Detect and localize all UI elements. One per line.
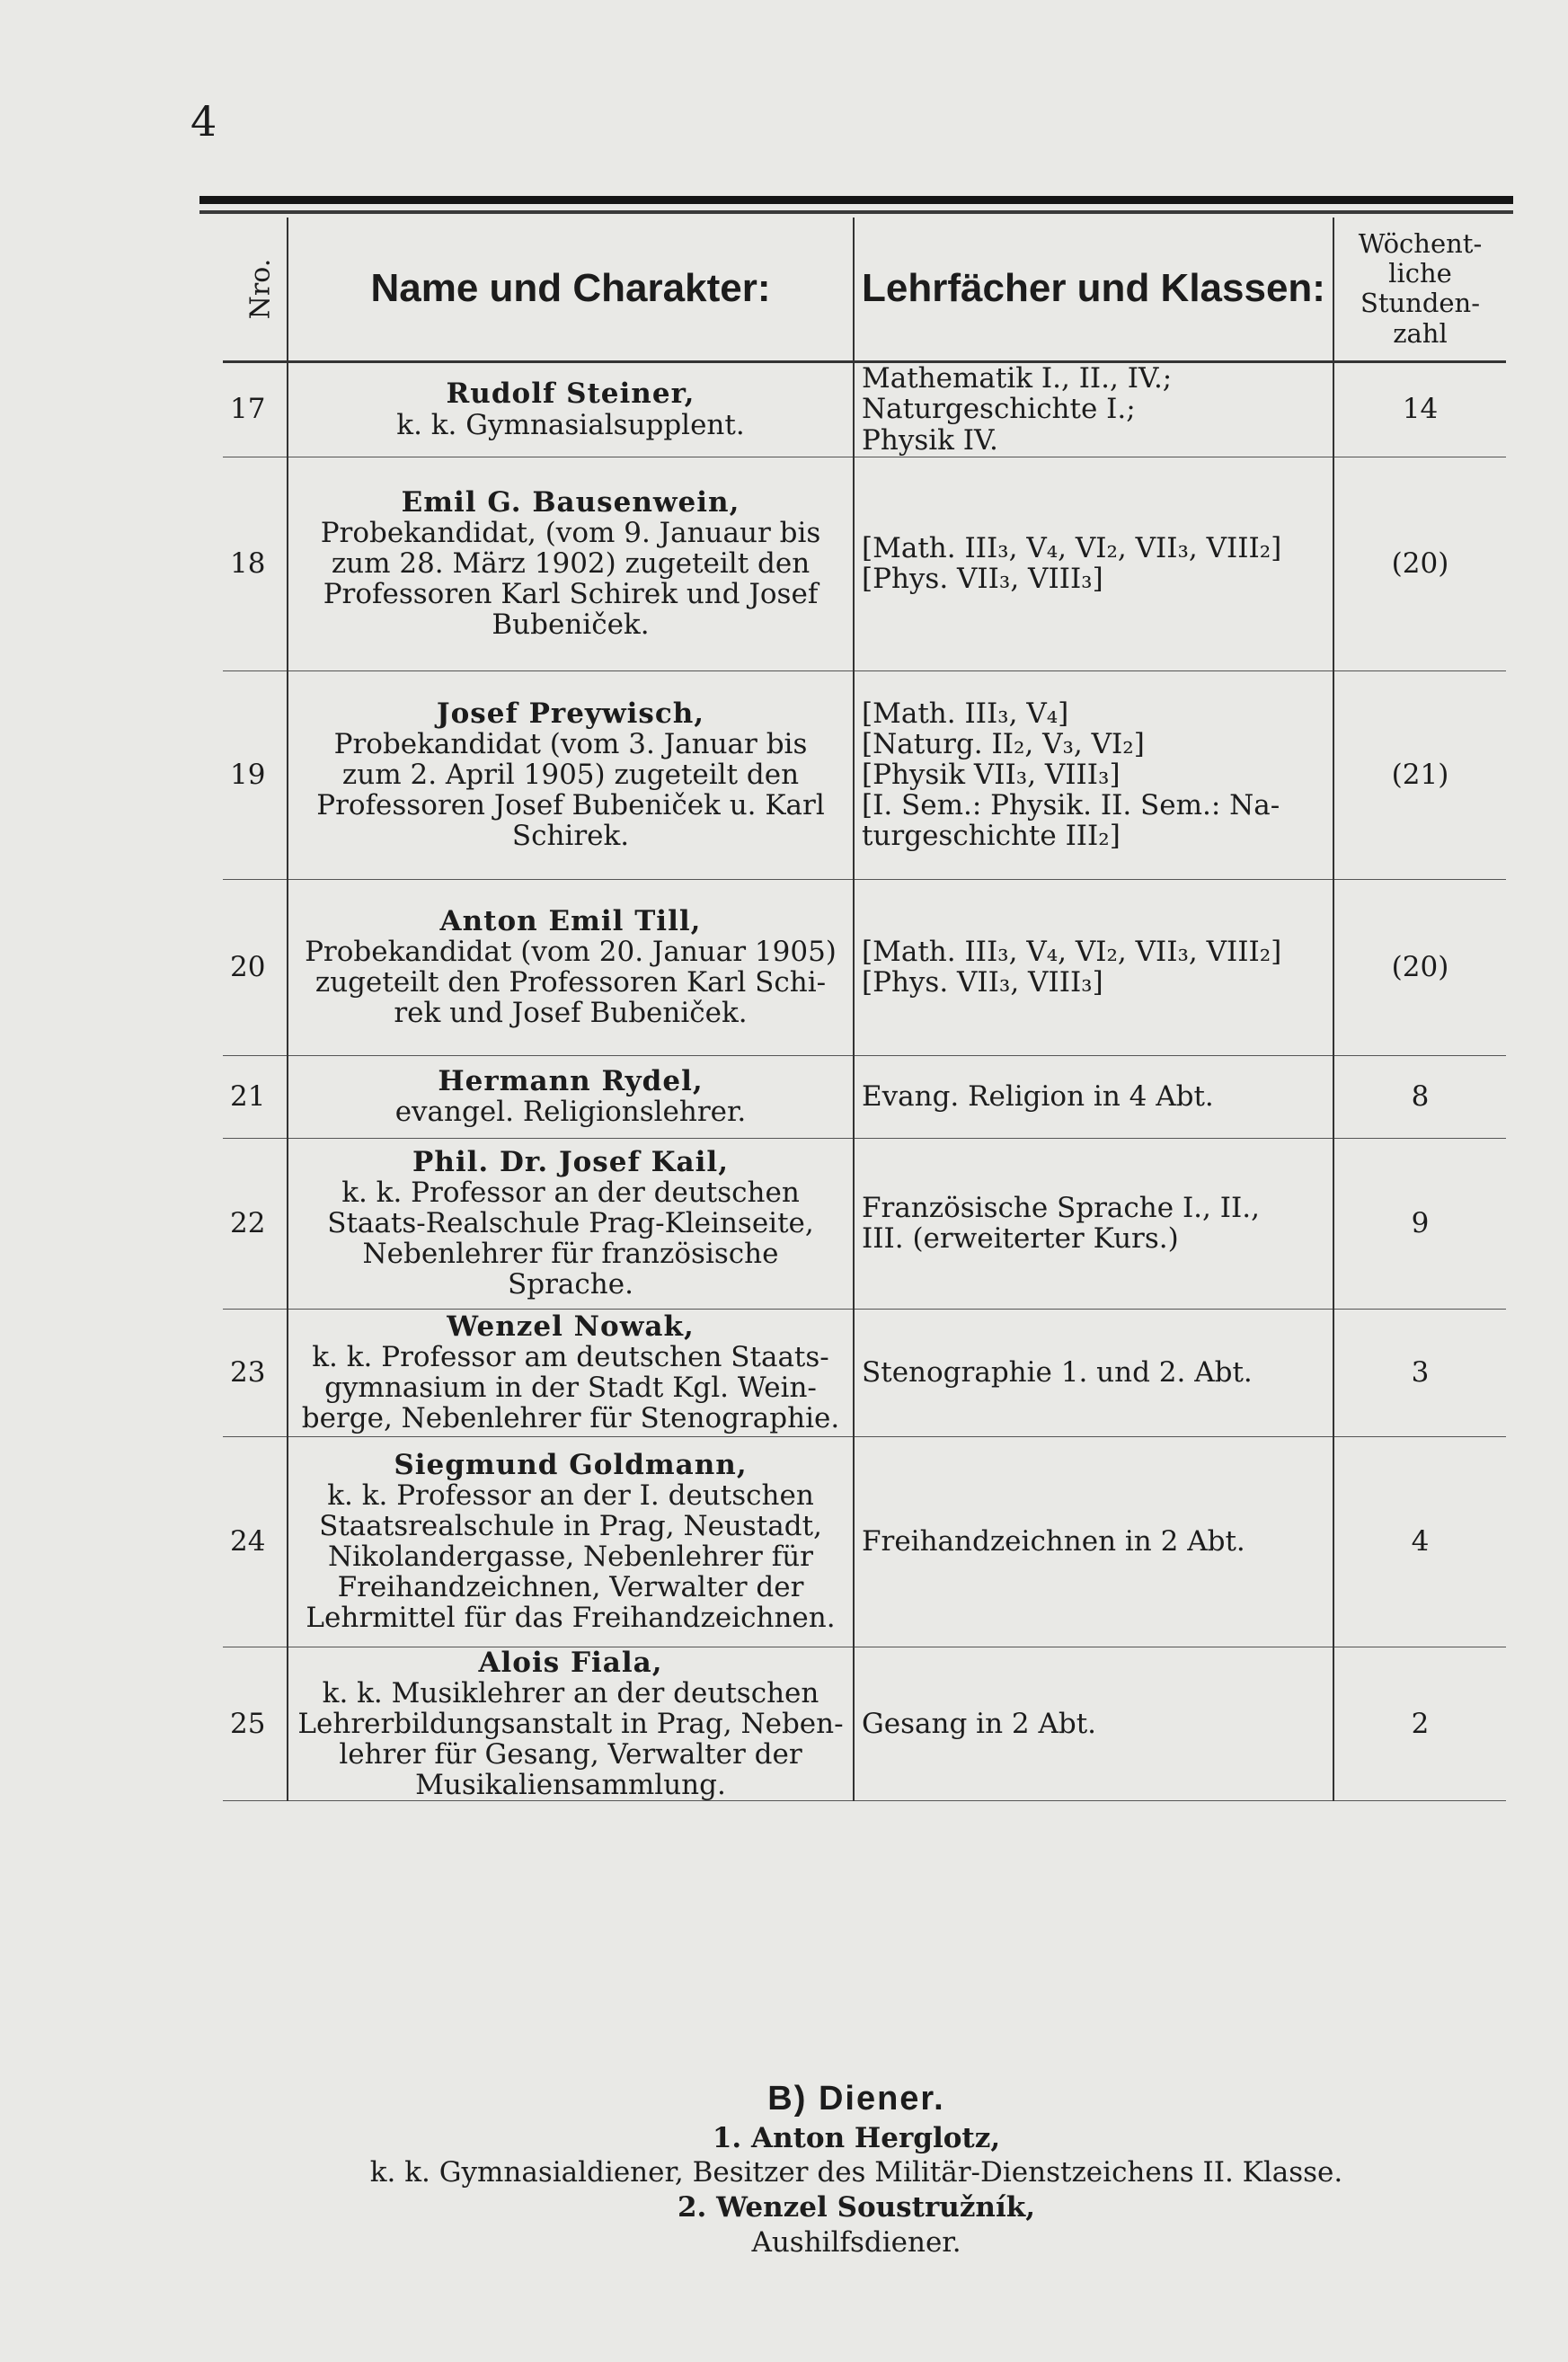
person-description-line: berge, Nebenlehrer für Stenographie. [301,1402,840,1435]
subject-line: [Physik VII₃, VIII₃] [862,758,1121,791]
subject-line: Stenographie 1. und 2. Abt. [862,1355,1253,1389]
weekly-hours: (20) [1391,950,1449,983]
subject-line: [Naturg. II₂, V₃, VI₂] [862,727,1145,760]
person-description-line: Staats-Realschule Prag-Kleinseite, [327,1206,814,1239]
subject-line: [Math. III₃, V₄, VI₂, VII₃, VIII₂] [862,531,1282,564]
header-name: Name und Charakter: [288,218,854,361]
subject-line: Mathematik I., II., IV.; [862,362,1173,395]
person-description-line: Bubeniček. [492,608,650,642]
row-number: 25 [223,1647,288,1800]
name-cell [288,361,854,457]
subjects-cell [854,1647,1333,1800]
person-name: Wenzel Nowak, [447,1310,695,1343]
row-number: 20 [223,879,288,1055]
person-description-line: Professoren Josef Bubeniček u. Karl [316,789,825,822]
diener-title: B) Diener. [767,2080,945,2118]
person-description-line: Lehrmittel für das Freihandzeichnen. [306,1602,836,1635]
subjects-cell [854,1436,1333,1647]
name-cell [288,1436,854,1647]
person-description-line: evangel. Religionslehrer. [394,1096,747,1128]
page-number: 4 [190,97,217,146]
row-number: 21 [223,1055,288,1138]
header-rule-thin [199,210,1513,214]
weekly-hours: (21) [1391,758,1449,791]
subject-line: Freihandzeichnen in 2 Abt. [862,1524,1245,1558]
header-hours: Wöchent- liche Stunden- zahl [1333,218,1506,361]
weekly-hours: 2 [1411,1707,1430,1740]
person-description-line: gymnasium in der Stadt Kgl. Wein- [324,1372,817,1404]
staff-table [223,218,1506,1801]
table-row [223,361,1506,457]
person-description-line: k. k. Gymnasialsupplent. [396,408,745,441]
person-description-line: zugeteilt den Professoren Karl Schi- [314,966,827,999]
table-row [223,1647,1506,1800]
weekly-hours: (20) [1391,546,1449,580]
person-description-line: k. k. Professor am deutschen Staats- [312,1340,829,1373]
weekly-hours: 14 [1402,393,1439,426]
name-cell [288,1138,854,1309]
person-description-line: k. k. Musiklehrer an der deutschen [322,1676,819,1709]
person-description-line: k. k. Professor an der I. deutschen [327,1478,814,1512]
table-row [223,670,1506,879]
person-name: Josef Preywisch, [436,697,705,730]
subjects-cell [854,1055,1333,1138]
subjects-cell [854,670,1333,879]
diener-name: 1. Anton Herglotz, [712,2121,1001,2154]
person-description-line: Professoren Karl Schirek und Josef [323,578,819,611]
person-description-line: zum 28. März 1902) zugeteilt den [331,546,811,580]
person-name: Phil. Dr. Josef Kail, [412,1145,729,1178]
diener-section [199,2078,1513,2260]
subjects-cell [854,879,1333,1055]
table-row [223,457,1506,670]
person-description-line: Schirek. [511,820,630,853]
subject-line: Naturgeschichte I.; [862,393,1136,426]
subject-line: Physik IV. [862,423,998,457]
name-cell [288,1647,854,1800]
name-cell [288,670,854,879]
subject-line: [Phys. VII₃, VIII₃] [862,966,1103,999]
subject-line: Französische Sprache I., II., [862,1191,1260,1224]
person-name: Emil G. Bausenwein, [401,485,740,519]
subject-line: [Phys. VII₃, VIII₃] [862,563,1103,595]
person-description-line: k. k. Professor an der deutschen [341,1176,800,1209]
row-number: 22 [223,1138,288,1309]
person-name: Rudolf Steiner, [446,377,695,411]
header-nr: Nro. [223,218,288,361]
subject-line: Evang. Religion in 4 Abt. [862,1079,1214,1113]
person-description-line: Freihandzeichnen, Verwalter der [337,1571,804,1604]
header-subjects: Lehrfächer und Klassen: [854,218,1333,361]
person-name: Hermann Rydel, [438,1064,704,1097]
person-description-line: Lehrerbildungsanstalt in Prag, Neben- [297,1707,844,1740]
person-description-line: Staatsrealschule in Prag, Neustadt, [319,1509,822,1542]
weekly-hours: 8 [1411,1079,1430,1113]
row-number: 23 [223,1309,288,1436]
name-cell [288,1055,854,1138]
person-description-line: zum 2. April 1905) zugeteilt den [341,758,800,791]
table-row [223,1055,1506,1138]
person-name: Siegmund Goldmann, [394,1448,748,1481]
name-cell [288,879,854,1055]
subjects-cell [854,457,1333,670]
subjects-cell [854,1309,1333,1436]
weekly-hours: 9 [1411,1206,1430,1239]
person-description-line: Musikaliensammlung. [415,1768,726,1801]
name-cell [288,457,854,670]
subjects-cell [854,1138,1333,1309]
person-description-line: Nebenlehrer für französische Sprache. [362,1238,779,1301]
table-row [223,1309,1506,1436]
table-row [223,879,1506,1055]
table-row [223,1436,1506,1647]
diener-description: Aushilfsdiener. [751,2225,961,2259]
subject-line: [Math. III₃, V₄] [862,697,1069,730]
subject-line: [Math. III₃, V₄, VI₂, VII₃, VIII₂] [862,935,1282,968]
name-cell [288,1309,854,1436]
row-number: 17 [223,361,288,457]
person-description-line: lehrer für Gesang, Verwalter der [339,1737,802,1771]
row-number: 24 [223,1436,288,1647]
diener-name: 2. Wenzel Soustružník, [677,2191,1036,2224]
person-description-line: rek und Josef Bubeniček. [394,997,748,1030]
diener-description: k. k. Gymnasialdiener, Besitzer des Militär-Dienstzeichens II. Klasse. [369,2156,1343,2189]
subject-line: [I. Sem.: Physik. II. Sem.: Na- [862,789,1280,822]
row-number: 18 [223,457,288,670]
subject-line: III. (erweiterter Kurs.) [862,1222,1179,1255]
person-name: Anton Emil Till, [439,904,702,937]
header-rule-thick [199,196,1513,204]
person-description-line: Probekandidat (vom 20. Januar 1905) [305,935,837,968]
weekly-hours: 3 [1411,1355,1430,1389]
person-description-line: Probekandidat, (vom 9. Januaur bis [320,516,821,549]
person-name: Alois Fiala, [478,1646,663,1679]
weekly-hours: 4 [1411,1524,1430,1558]
row-number: 19 [223,670,288,879]
subject-line: turgeschichte III₂] [862,820,1121,853]
person-description-line: Nikolandergasse, Nebenlehrer für [327,1541,813,1573]
table-header-row [223,218,1506,361]
table-row [223,1138,1506,1309]
subject-line: Gesang in 2 Abt. [862,1707,1097,1740]
person-description-line: Probekandidat (vom 3. Januar bis [333,727,808,760]
subjects-cell [854,361,1333,457]
